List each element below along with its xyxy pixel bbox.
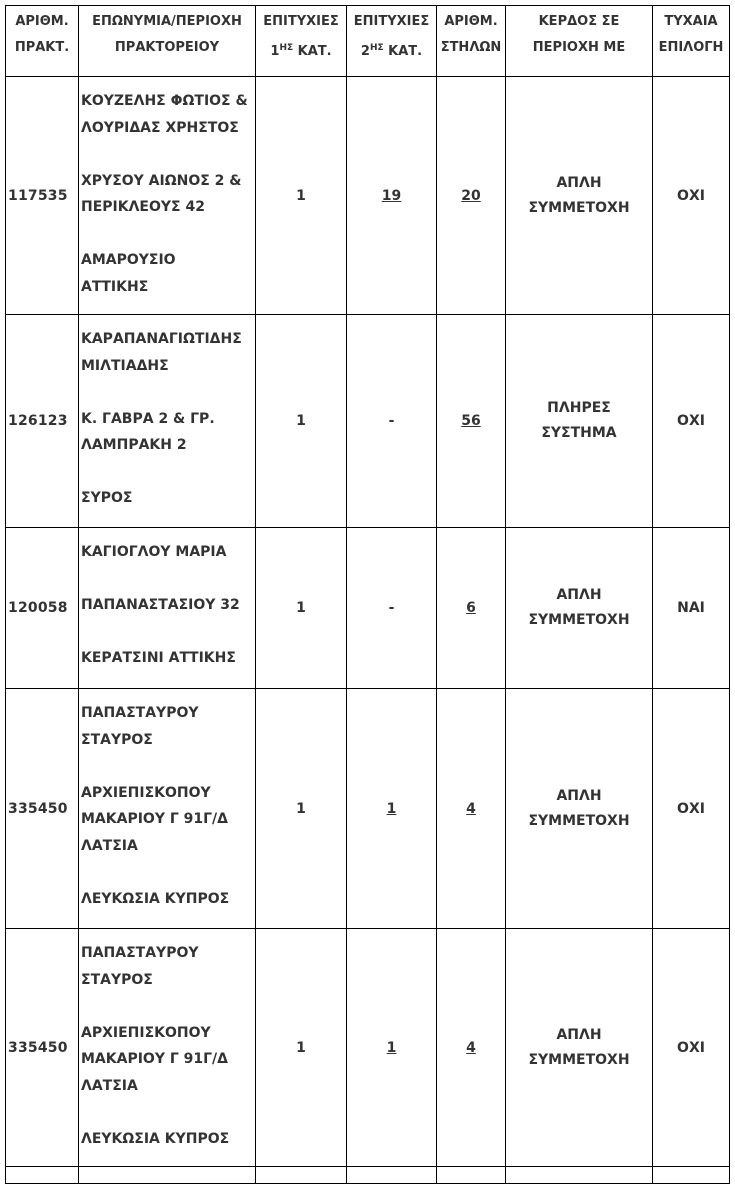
second-category-cell (347, 689, 437, 929)
agency-name-line: ΚΑΡΑΠΑΝΑΓΙΩΤΙΔΗΣ (81, 331, 242, 347)
random-pick-value: ΟΧΙ (677, 187, 705, 204)
agency-code: 120058 (8, 600, 68, 616)
win-type-line: ΑΠΛΗ (556, 174, 602, 191)
agency-name-line: ΠΕΡΙΚΛΕΟΥΣ 42 (81, 199, 205, 215)
agency-name-line: ΣΤΑΥΡΟΣ (81, 971, 153, 988)
second-category-cell (347, 929, 437, 1167)
agency-name-line: ΛΑΤΣΙΑ (81, 837, 138, 854)
random-pick-cell (653, 929, 730, 1167)
table-row (6, 77, 730, 315)
header-second-category-wins: ΕΠΙΤΥΧΙΕΣ $2^{H\Sigma}$ ΚΑΤ. (347, 6, 437, 77)
table-row (6, 689, 730, 929)
random-pick-value: ΝΑΙ (677, 600, 705, 616)
table-row (6, 528, 730, 689)
columns-count-cell (437, 77, 506, 315)
columns-count-cell (437, 315, 506, 528)
agency-name-line: ΠΑΠΑΣΤΑΥΡΟΥ (81, 945, 199, 961)
columns-count-link[interactable]: 56 (461, 413, 481, 429)
win-type-line: ΣΥΣΤΗΜΑ (541, 425, 617, 441)
agency-name-line: ΛΑΤΣΙΑ (81, 1077, 138, 1094)
empty-cell (506, 1167, 653, 1184)
win-type-line: ΣΥΜΜΕΤΟΧΗ (528, 1051, 630, 1068)
agency-code: 335450 (8, 800, 68, 817)
win-type-cell (506, 528, 653, 689)
winning-agencies-table (5, 5, 730, 1184)
agency-name-line: ΛΕΥΚΩΣΙΑ ΚΥΠΡΟΣ (81, 890, 230, 907)
agency-code-cell (6, 528, 79, 689)
table-row (6, 315, 730, 528)
columns-count-link[interactable]: 4 (466, 1039, 476, 1056)
agency-code-cell (6, 315, 79, 528)
first-category-value: 1 (296, 1039, 306, 1056)
columns-count-link[interactable]: 6 (466, 600, 476, 616)
table-header-row (6, 6, 730, 77)
agency-name-line (81, 459, 255, 486)
win-type-cell (506, 315, 653, 528)
win-type-cell (506, 689, 653, 929)
agency-name-cell (79, 689, 256, 929)
second-category-cell (347, 315, 437, 528)
columns-count-cell (437, 689, 506, 929)
header-win-type: ΚΕΡΔΟΣ ΣΕ ΠΕΡΙΟΧΗ ΜΕ (506, 6, 653, 77)
win-type-line: ΑΠΛΗ (556, 1026, 602, 1043)
second-category-link[interactable]: 1 (386, 800, 397, 817)
random-pick-cell (653, 315, 730, 528)
header-random-pick: ΤΥΧΑΙΑ ΕΠΙΛΟΓΗ (653, 6, 730, 77)
empty-cell (256, 1167, 347, 1184)
columns-count-cell (437, 528, 506, 689)
random-pick-cell (653, 528, 730, 689)
random-pick-value: ΟΧΙ (677, 1039, 705, 1056)
agency-name-line: ΚΟΥΖΕΛΗΣ ΦΩΤΙΟΣ & (81, 93, 248, 109)
agency-name-line: ΜΑΚΑΡΙΟΥ Γ 91Γ/Δ (81, 811, 228, 827)
agency-name-line: ΠΑΠΑΝΑΣΤΑΣΙΟΥ 32 (81, 597, 240, 613)
win-type-line: ΣΥΜΜΕΤΟΧΗ (528, 812, 630, 829)
first-category-value: 1 (296, 413, 306, 429)
win-type-cell (506, 77, 653, 315)
agency-code: 126123 (8, 413, 68, 429)
agency-name-cell (79, 528, 256, 689)
agency-name-line: ΚΕΡΑΤΣΙΝΙ ΑΤΤΙΚΗΣ (81, 650, 236, 666)
win-type-line: ΣΥΜΜΕΤΟΧΗ (528, 199, 630, 216)
first-category-cell (256, 77, 347, 315)
agency-name-line: ΛΕΥΚΩΣΙΑ ΚΥΠΡΟΣ (81, 1130, 230, 1147)
agency-name-line: ΣΤΑΥΡΟΣ (81, 731, 153, 748)
header-columns-count: ΑΡΙΘΜ. ΣΤΗΛΩΝ (437, 6, 506, 77)
first-category-value: 1 (296, 187, 306, 204)
agency-name-cell (79, 315, 256, 528)
second-category-value: - (388, 600, 395, 616)
header-agency-number: ΑΡΙΘΜ. ΠΡΑΚΤ. (6, 6, 79, 77)
empty-cell (6, 1167, 79, 1184)
agency-name-line: ΜΑΚΑΡΙΟΥ Γ 91Γ/Δ (81, 1051, 228, 1067)
first-category-cell (256, 689, 347, 929)
agency-name-line: Κ. ΓΑΒΡΑ 2 & ΓΡ. (81, 410, 215, 427)
table-row (6, 929, 730, 1167)
random-pick-cell (653, 77, 730, 315)
win-type-line: ΠΛΗΡΕΣ (547, 400, 611, 416)
agency-code: 335450 (8, 1039, 68, 1056)
agency-name-cell (79, 77, 256, 315)
columns-count-link[interactable]: 4 (466, 800, 476, 817)
agency-name-line: ΣΥΡΟΣ (81, 490, 133, 506)
agency-name-cell (79, 929, 256, 1167)
win-type-cell (506, 929, 653, 1167)
agency-name-line (81, 753, 255, 780)
agency-code-cell (6, 689, 79, 929)
header-agency-name: ΕΠΩΝΥΜΙΑ/ΠΕΡΙΟΧΗ ΠΡΑΚΤΟΡΕΙΟΥ (79, 6, 256, 77)
second-category-link[interactable]: 19 (381, 187, 402, 204)
agency-code: 117535 (8, 187, 68, 204)
agency-name-line (81, 1099, 255, 1126)
agency-name-line: ΜΙΛΤΙΑΔΗΣ (81, 357, 169, 374)
agency-name-line (81, 379, 255, 406)
win-type-line: ΑΠΛΗ (556, 587, 602, 603)
first-category-cell (256, 528, 347, 689)
agency-code-cell (6, 77, 79, 315)
win-type-line: ΑΠΛΗ (556, 787, 602, 804)
agency-name-line (81, 993, 255, 1020)
first-category-cell (256, 315, 347, 528)
agency-name-line (81, 221, 255, 248)
agency-name-line: ΠΑΠΑΣΤΑΥΡΟΥ (81, 705, 199, 721)
empty-cell (79, 1167, 256, 1184)
agency-name-line (81, 141, 255, 168)
second-category-cell (347, 528, 437, 689)
random-pick-value: ΟΧΙ (677, 413, 705, 429)
agency-name-line: ΑΡΧΙΕΠΙΣΚΟΠΟΥ (81, 784, 211, 801)
agency-name-line: ΛΑΜΠΡΑΚΗ 2 (81, 437, 187, 453)
second-category-cell (347, 77, 437, 315)
agency-name-line: ΧΡΥΣΟΥ ΑΙΩΝΟΣ 2 & (81, 172, 242, 189)
columns-count-cell (437, 929, 506, 1167)
first-category-cell (256, 929, 347, 1167)
empty-cell (437, 1167, 506, 1184)
random-pick-cell (653, 689, 730, 929)
table-row-partial (6, 1167, 730, 1184)
win-type-line: ΣΥΜΜΕΤΟΧΗ (528, 612, 630, 628)
agency-name-line: ΑΤΤΙΚΗΣ (81, 278, 149, 295)
agency-name-line: ΑΜΑΡΟΥΣΙΟ (81, 252, 176, 268)
agency-name-line: ΛΟΥΡΙΔΑΣ ΧΡΗΣΤΟΣ (81, 119, 239, 136)
agency-name-line: ΚΑΓΙΟΓΛΟΥ ΜΑΡΙΑ (81, 544, 227, 560)
header-first-category-wins: ΕΠΙΤΥΧΙΕΣ $1^{H\Sigma}$ ΚΑΤ. (256, 6, 347, 77)
agency-name-line (81, 566, 255, 593)
agency-name-line (81, 859, 255, 886)
first-category-value: 1 (296, 600, 306, 616)
second-category-value: - (388, 413, 395, 429)
agency-name-line: ΑΡΧΙΕΠΙΣΚΟΠΟΥ (81, 1024, 211, 1041)
columns-count-link[interactable]: 20 (461, 187, 481, 204)
second-category-link[interactable]: 1 (386, 1039, 397, 1056)
agency-name-line (81, 619, 255, 646)
first-category-value: 1 (296, 800, 306, 817)
agency-code-cell (6, 929, 79, 1167)
empty-cell (347, 1167, 437, 1184)
random-pick-value: ΟΧΙ (677, 800, 705, 817)
empty-cell (653, 1167, 730, 1184)
